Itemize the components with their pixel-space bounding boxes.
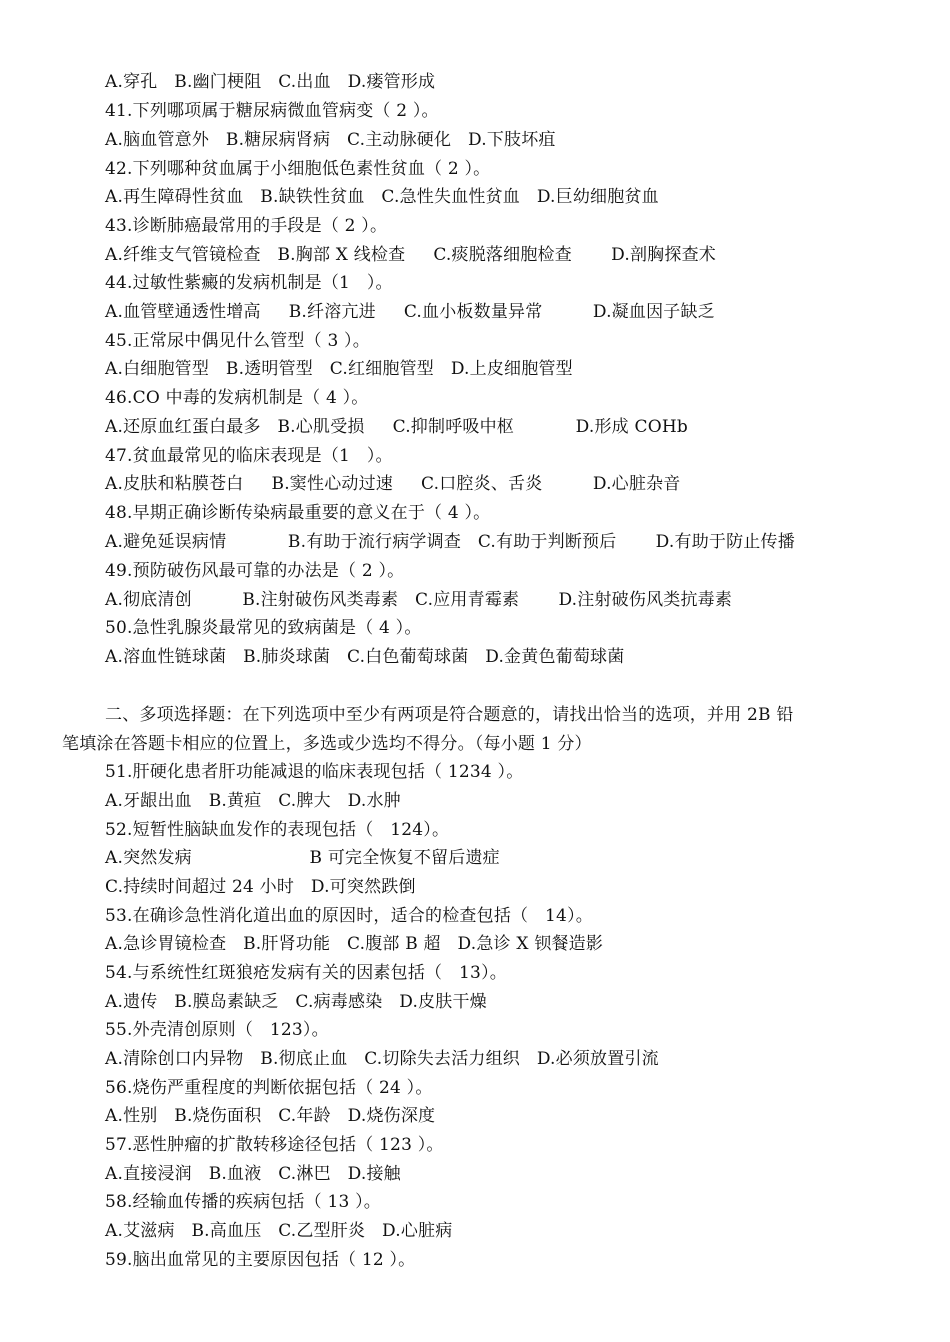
answer-options-48: A.避免延误病情 B.有助于流行病学调查 C.有助于判断预后 D.有助于防止传播 xyxy=(105,532,795,552)
answer-options-54: A.遗传 B.膜岛素缺乏 C.病毒感染 D.皮肤干燥 xyxy=(105,992,487,1012)
question-41: 41.下列哪项属于糖尿病微血管病变（ 2 ）。 xyxy=(105,101,439,121)
answer-options-44: A.血管壁通透性增高 B.纤溶亢进 C.血小板数量异常 D.凝血因子缺乏 xyxy=(105,302,715,322)
question-54: 54.与系统性红斑狼疮发病有关的因素包括（ 13）。 xyxy=(105,963,507,983)
question-58: 58.经输血传播的疾病包括（ 13 ）。 xyxy=(105,1192,381,1212)
question-48: 48.早期正确诊断传染病最重要的意义在于（ 4 ）。 xyxy=(105,503,491,523)
question-50: 50.急性乳腺炎最常见的致病菌是（ 4 ）。 xyxy=(105,618,422,638)
answer-options-57: A.直接浸润 B.血液 C.淋巴 D.接触 xyxy=(105,1164,401,1184)
answer-options-46: A.还原血红蛋白最多 B.心肌受损 C.抑制呼吸中枢 D.形成 COHb xyxy=(105,417,688,437)
question-47: 47.贫血最常见的临床表现是（1 ）。 xyxy=(105,446,393,466)
question-52: 52.短暂性脑缺血发作的表现包括（ 124）。 xyxy=(105,820,450,840)
question-45: 45.正常尿中偶见什么管型（ 3 ）。 xyxy=(105,331,370,351)
question-59: 59.脑出血常见的主要原因包括（ 12 ）。 xyxy=(105,1250,416,1270)
answer-options-47: A.皮肤和粘膜苍白 B.窦性心动过速 C.口腔炎、舌炎 D.心脏杂音 xyxy=(105,474,681,494)
question-43: 43.诊断肺癌最常用的手段是（ 2 ）。 xyxy=(105,216,388,236)
answer-options-52b: C.持续时间超过 24 小时 D.可突然跌倒 xyxy=(105,877,416,897)
answer-options-41: A.脑血管意外 B.糖尿病肾病 C.主动脉硬化 D.下肢坏疽 xyxy=(105,130,556,150)
answer-options-49: A.彻底清创 B.注射破伤风类毒素 C.应用青霉素 D.注射破伤风类抗毒素 xyxy=(105,590,733,610)
question-57: 57.恶性肿瘤的扩散转移途径包括（ 123 ）。 xyxy=(105,1135,444,1155)
question-46: 46.CO 中毒的发病机制是（ 4 ）。 xyxy=(105,388,369,408)
question-55: 55.外壳清创原则（ 123）。 xyxy=(105,1020,329,1040)
answer-options-50: A.溶血性链球菌 B.肺炎球菌 C.白色葡萄球菌 D.金黄色葡萄球菌 xyxy=(105,647,625,667)
answer-options-40: A.穿孔 B.幽门梗阻 C.出血 D.瘘管形成 xyxy=(105,72,436,92)
section-heading-line-2: 笔填涂在答题卡相应的位置上，多选或少选均不得分。（每小题 1 分） xyxy=(62,734,592,754)
question-44: 44.过敏性紫癜的发病机制是（1 ）。 xyxy=(105,273,393,293)
answer-options-42: A.再生障碍性贫血 B.缺铁性贫血 C.急性失血性贫血 D.巨幼细胞贫血 xyxy=(105,187,659,207)
answer-options-58: A.艾滋病 B.高血压 C.乙型肝炎 D.心脏病 xyxy=(105,1221,453,1241)
answer-options-51: A.牙龈出血 B.黄疸 C.脾大 D.水肿 xyxy=(105,791,401,811)
section-heading-line-1: 二、多项选择题：在下列选项中至少有两项是符合题意的，请找出恰当的选项，并用 2B 铅 xyxy=(105,705,794,725)
question-51: 51.肝硬化患者肝功能减退的临床表现包括（ 1234 ）。 xyxy=(105,762,524,782)
question-53: 53.在确诊急性消化道出血的原因时，适合的检查包括（ 14）。 xyxy=(105,906,593,926)
answer-options-56: A.性别 B.烧伤面积 C.年龄 D.烧伤深度 xyxy=(105,1106,436,1126)
answer-options-53: A.急诊胃镜检查 B.肝肾功能 C.腹部 B 超 D.急诊 X 钡餐造影 xyxy=(105,934,604,954)
answer-options-45: A.白细胞管型 B.透明管型 C.红细胞管型 D.上皮细胞管型 xyxy=(105,359,573,379)
answer-options-43: A.纤维支气管镜检查 B.胸部 X 线检查 C.痰脱落细胞检查 D.剖胸探查术 xyxy=(105,245,716,265)
question-49: 49.预防破伤风最可靠的办法是（ 2 ）。 xyxy=(105,561,405,581)
answer-options-52a: A.突然发病 B 可完全恢复不留后遗症 xyxy=(105,848,500,868)
answer-options-55: A.清除创口内异物 B.彻底止血 C.切除失去活力组织 D.必须放置引流 xyxy=(105,1049,659,1069)
question-56: 56.烧伤严重程度的判断依据包括（ 24 ）。 xyxy=(105,1078,433,1098)
question-42: 42.下列哪种贫血属于小细胞低色素性贫血（ 2 ）。 xyxy=(105,159,491,179)
